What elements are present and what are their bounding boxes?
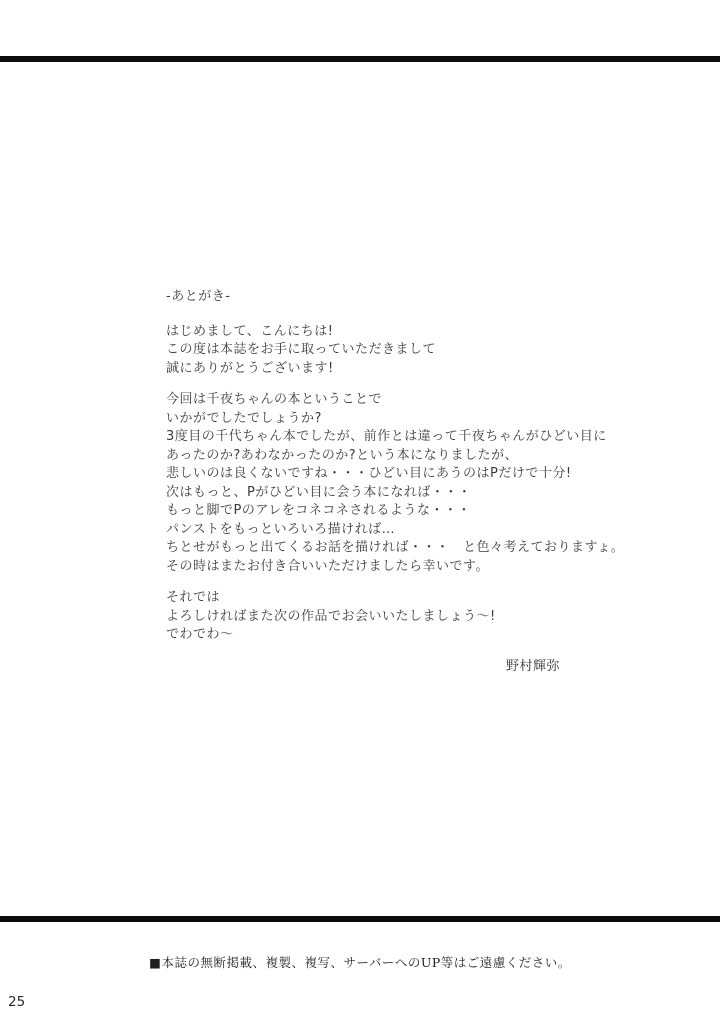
afterword-paragraph-main (166, 391, 625, 576)
afterword-title: -あとがき- (166, 289, 231, 304)
page-number: 25 (8, 994, 26, 1010)
afterword-line: ちとせがもっと出てくるお話を描ければ・・・ と色々考えておりますょ。 (166, 540, 625, 555)
afterword-line: 今回は千夜ちゃんの本ということで (166, 392, 383, 407)
afterword-line: 3度目の千代ちゃん本でしたが、前作とは違って千夜ちゃんがひどい目に (166, 429, 607, 444)
afterword-text-block (166, 288, 625, 676)
afterword-line: あったのか?あわなかったのか?という本になりましたが、 (166, 447, 519, 463)
bottom-page-edge-bar (0, 916, 720, 922)
afterword-line: パンストをもっといろいろ描ければ… (166, 521, 396, 537)
afterword-line: その時はまたお付き合いいただけましたら幸いです。 (166, 558, 489, 574)
copyright-notice: ■本誌の無断掲載、複製、複写、サーバーへのUP等はご遠慮ください。 (149, 955, 571, 970)
afterword-line: もっと脚でPのアレをコネコネされるような・・・ (166, 503, 471, 518)
afterword-paragraph-greeting (166, 323, 562, 379)
afterword-line: 誠にありがとうございます! (166, 360, 334, 376)
afterword-paragraph-closing (166, 589, 562, 645)
afterword-line: 次はもっと、Pがひどい目に会う本になれば・・・ (166, 484, 472, 500)
afterword-line: いかがでしたでしょうか? (166, 410, 322, 426)
top-page-edge-bar (0, 56, 720, 62)
afterword-line: でわでわ〜 (166, 627, 234, 642)
afterword-line: この度は本誌をお手に取っていただきまして (166, 342, 437, 357)
afterword-line: 悲しいのは良くないですね・・・ひどい目にあうのはPだけで十分! (166, 466, 572, 481)
afterword-line: よろしければまた次の作品でお会いいたしましょう〜! (166, 608, 496, 624)
afterword-line: はじめまして、こんにちは! (166, 323, 334, 339)
author-signature: 野村輝弥 (505, 658, 560, 674)
afterword-line: それでは (166, 590, 221, 605)
